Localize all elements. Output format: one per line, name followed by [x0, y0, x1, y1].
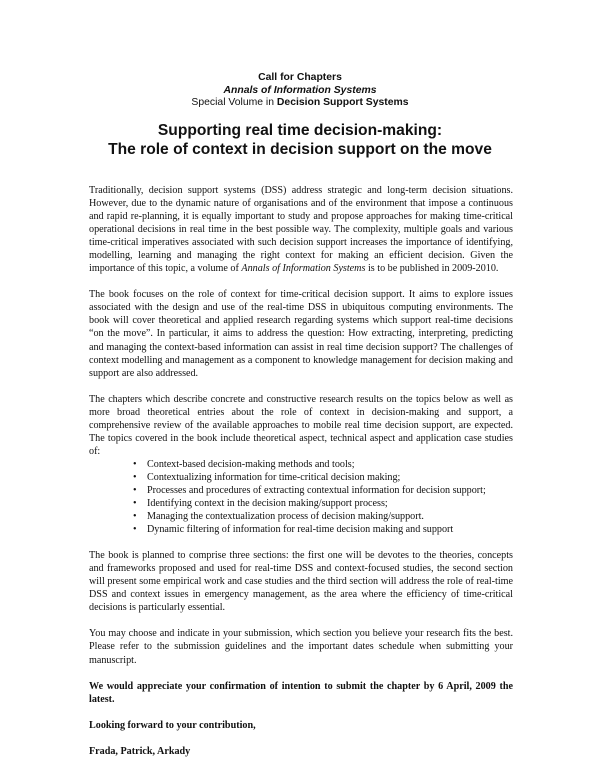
call-header	[0, 72, 600, 110]
list-item: • Contextualizing information for time-critical decision making;	[89, 471, 513, 484]
signature-names: Frada, Patrick, Arkady	[89, 745, 191, 757]
topics-list	[89, 458, 513, 536]
title-line-2: The role of context in decision support on the move	[108, 141, 492, 158]
paragraph-chapters: The chapters which describe concrete and constructive research results on the topics below as well as more broad theoretical entries about the role of context in decision-making and support, a comprehensive review of the available approaches to mobile real time decision support, are expected. The topics covered in the book include theoretical aspect, technical aspect and application case studies of:	[89, 393, 513, 457]
special-volume-line	[0, 97, 600, 110]
journal-name: Annals of Information Systems	[223, 84, 377, 96]
special-volume-prefix: Special Volume in	[191, 97, 277, 108]
closing-line: Looking forward to your contribution,	[89, 719, 256, 731]
paragraph-submission: You may choose and indicate in your submission, which section you believe your research fits the best. Please refer to the submission guidelines and the important dates schedule when submitting your manuscript.	[89, 628, 513, 666]
paragraph-confirmation: We would appreciate your confirmation of intention to submit the chapter by 6 April, 2009 the latest.	[89, 680, 513, 705]
list-item: • Dynamic filtering of information for real-time decision making and support	[89, 523, 513, 536]
intro-journal-name: Annals of Information Systems	[241, 263, 366, 275]
list-item: • Identifying context in the decision making/support process;	[89, 497, 513, 510]
intro-text-a: Traditionally, decision support systems (DSS) address strategic and long-term decision situations. However, due to the dynamic nature of organisations and of the environment that impose a continuous and rapid re-planning, it is equally important to study and propose approaches for making time-critical operational decisions in real time in the best possible way. The complexity, multiple goals and various time-critical imperatives associated with such decision support increases the importance of identifying, modelling, learning and managing the right context for making an efficient decision. Given the importance of this topic, a volume of	[89, 185, 513, 275]
paragraph-sections: The book is planned to comprise three sections: the first one will be devotes to the theories, concepts and frameworks proposed and used for real-time DSS and context-focused studies, the second section will present some empirical work and case studies and the third section will address the role of real-time DSS and context issues in emergency management, as the area where the efficiency of time-critical decisions is particularly essential.	[89, 550, 513, 614]
list-item: • Managing the contextualization process of decision making/support.	[89, 510, 513, 523]
title-line-1: Supporting real time decision-making:	[157, 122, 443, 139]
paragraph-intro	[89, 184, 513, 275]
list-item: • Processes and procedures of extracting contextual information for decision support;	[89, 484, 513, 497]
call-for-chapters-label: Call for Chapters	[258, 72, 342, 83]
document-body	[89, 184, 513, 771]
list-item: • Context-based decision-making methods and tools;	[89, 458, 513, 471]
paragraph-focus: The book focuses on the role of context for time-critical decision support. It aims to explore issues associated with the design and use of the real-time DSS in ubiquitous computing environments. The book will cover theoretical and applied research regarding systems which support real-time decisions “on the move”. In particular, it aims to address the question: How extracting, interpreting, predicting and managing the context-based information can assist in real time decision support? The challenges of context modelling and management as a component to knowledge management for decision making and support are also addressed.	[89, 289, 513, 379]
special-volume-topic: Decision Support Systems	[276, 97, 409, 108]
intro-text-b: is to be published in 2009-2010.	[365, 263, 499, 275]
document-title	[0, 121, 600, 159]
